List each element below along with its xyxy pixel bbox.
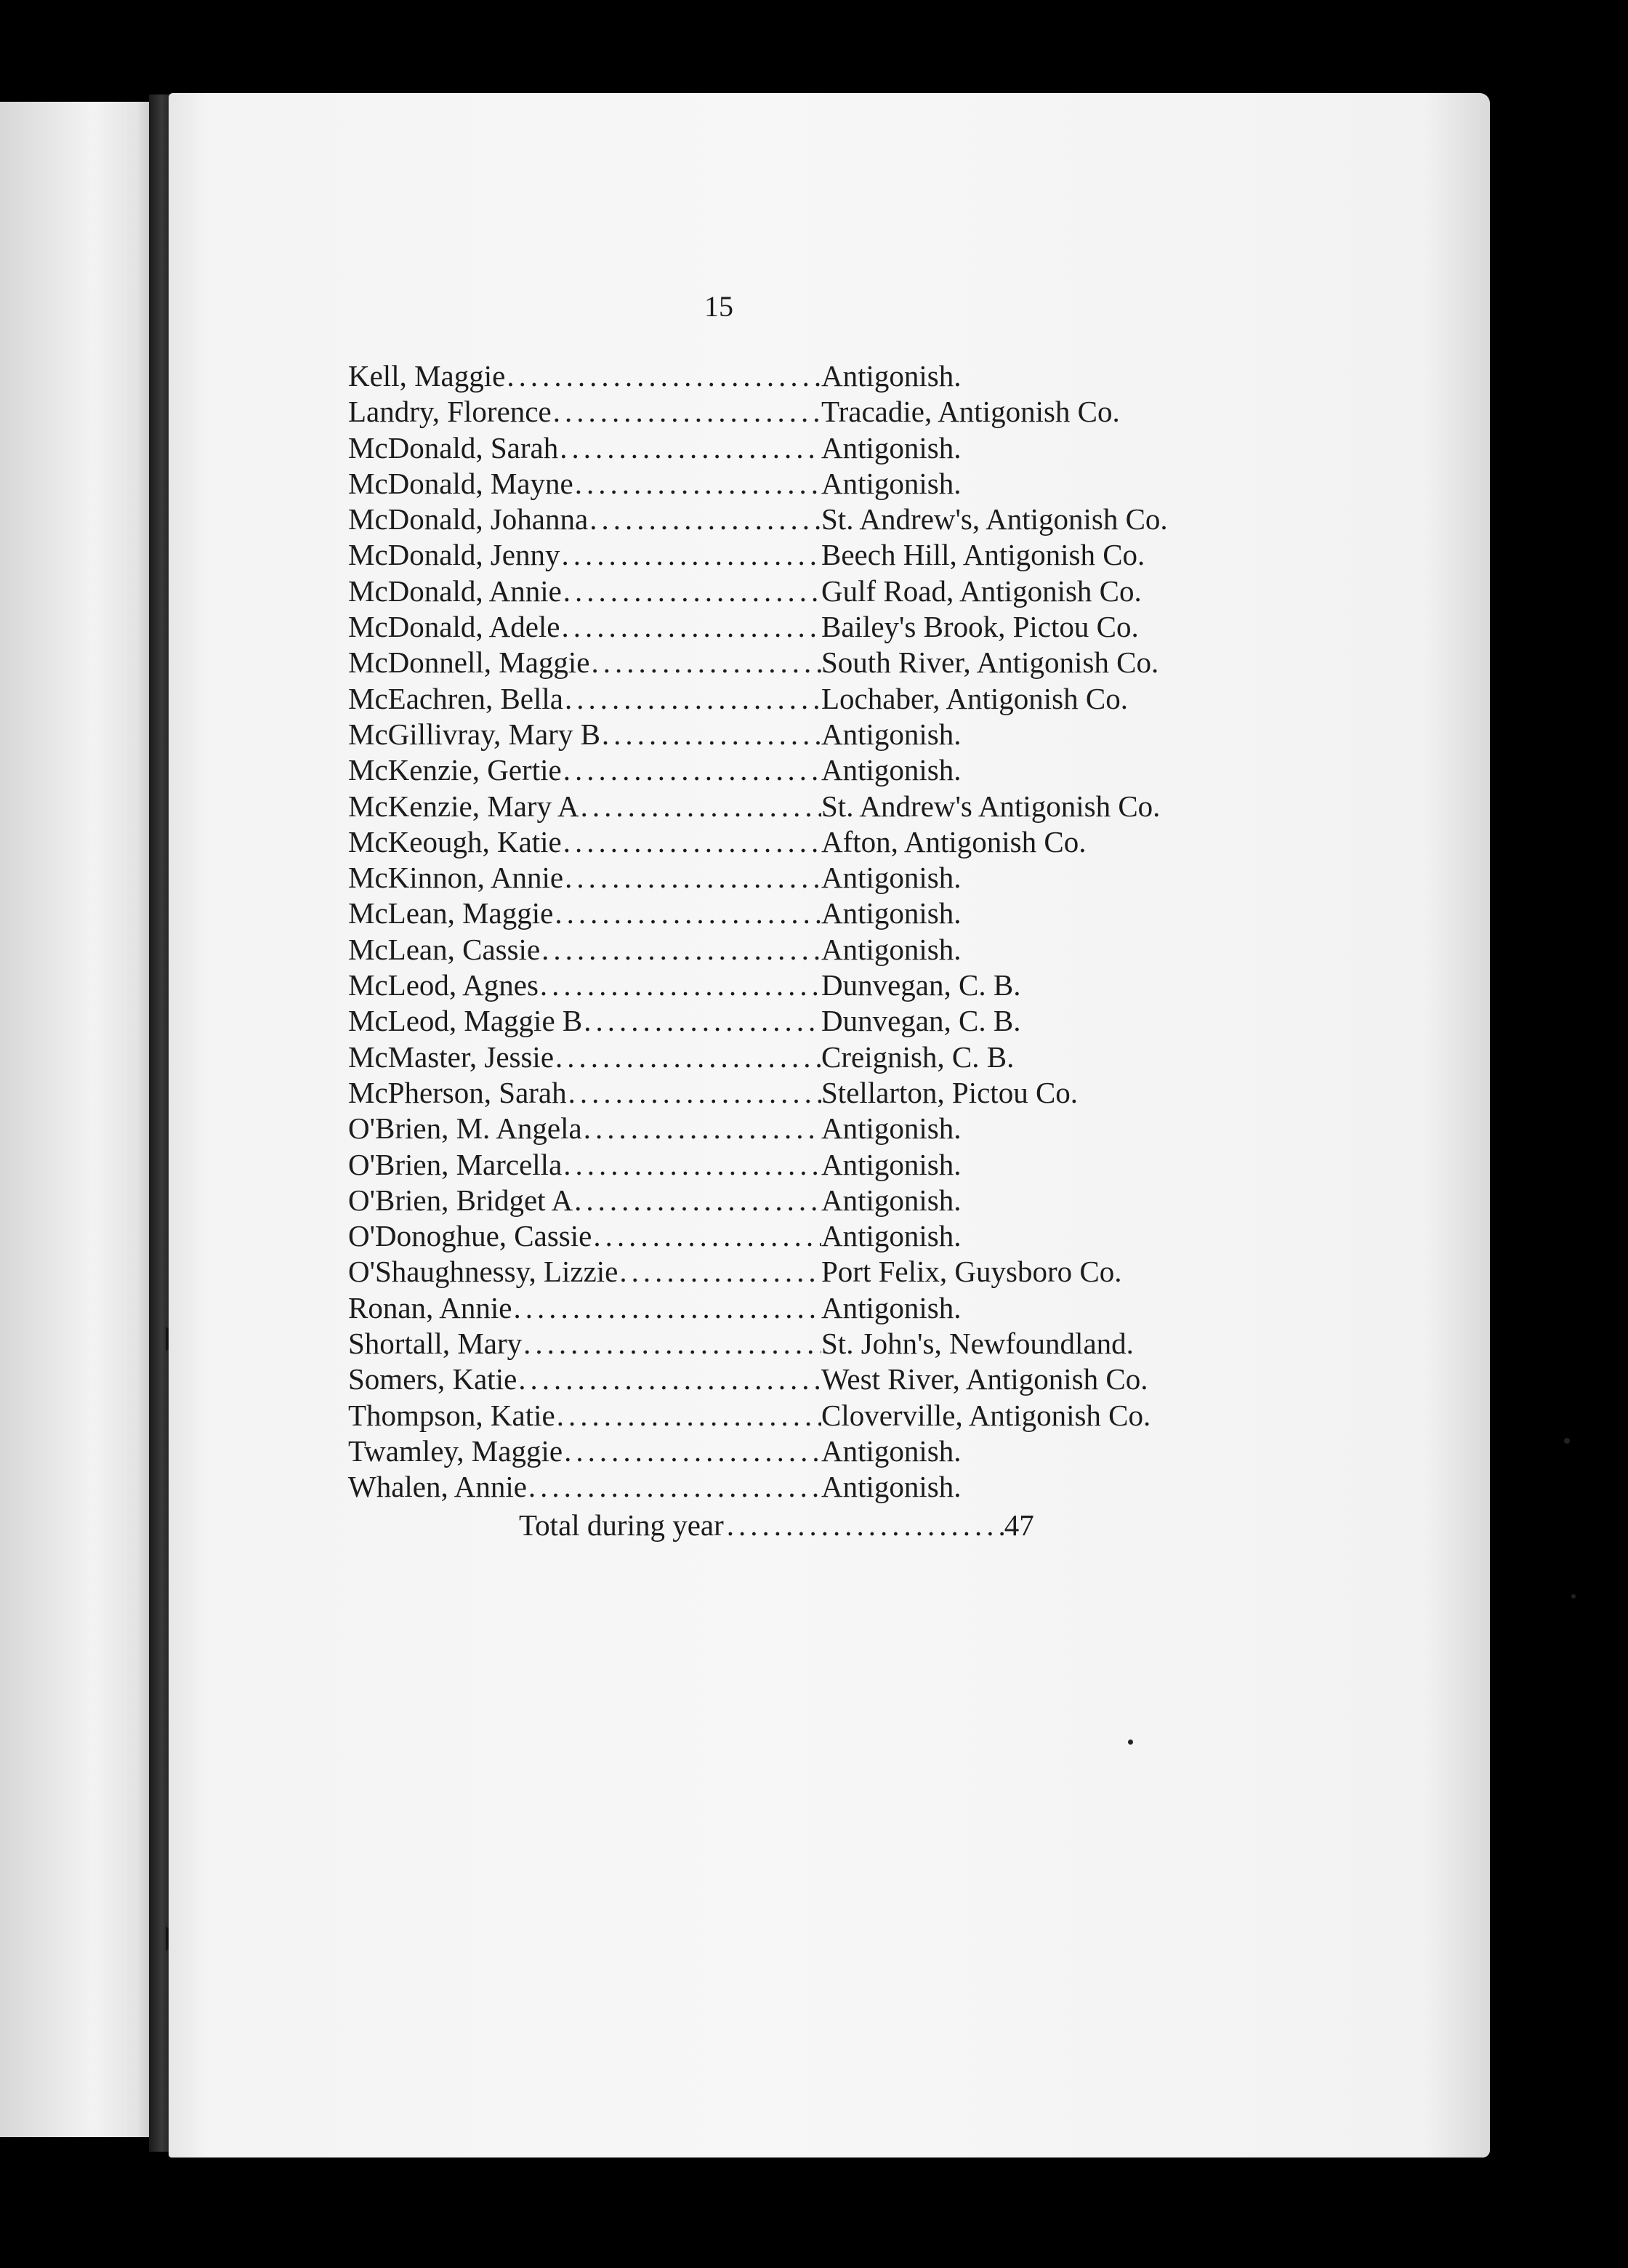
dot-leader [540, 932, 821, 968]
entry-name-cell [348, 752, 821, 788]
student-register-list [348, 358, 1293, 1543]
residence: Antigonish. [821, 1147, 962, 1181]
list-item [348, 394, 1293, 430]
list-item [348, 1075, 1293, 1111]
entry-name-cell [348, 609, 821, 645]
dot-leader [563, 681, 821, 717]
student-name: McLeod, Agnes [348, 968, 539, 1002]
dot-leader [562, 824, 821, 860]
entry-name-cell [348, 358, 821, 394]
dot-leader [567, 1075, 821, 1111]
student-name: McPherson, Sarah [348, 1075, 567, 1109]
dot-leader [512, 1290, 821, 1326]
student-name: O'Brien, Marcella [348, 1147, 563, 1181]
entry-name-cell [348, 574, 821, 609]
list-item [348, 466, 1293, 502]
entry-name-cell [348, 394, 821, 430]
student-name: O'Donoghue, Cassie [348, 1219, 592, 1253]
entry-name-cell [348, 789, 821, 824]
page-number: 15 [704, 290, 733, 323]
residence: Antigonish. [821, 717, 962, 751]
list-item [348, 502, 1293, 537]
student-name: McKenzie, Gertie [348, 753, 562, 787]
entry-name-cell [348, 717, 821, 752]
residence: Lochaber, Antigonish Co. [821, 681, 1128, 715]
list-item [348, 1218, 1293, 1254]
student-name: McDonald, Adele [348, 610, 560, 644]
residence: Gulf Road, Antigonish Co. [821, 574, 1142, 608]
list-item [348, 1040, 1293, 1075]
student-name: McKenzie, Mary A [348, 789, 579, 823]
dot-leader [552, 394, 821, 430]
list-item [348, 1147, 1293, 1183]
residence: Afton, Antigonish Co. [821, 824, 1087, 858]
dot-leader [724, 1507, 1004, 1543]
student-name: McKeough, Katie [348, 824, 562, 858]
entry-name-cell [348, 1362, 821, 1397]
list-item [348, 1111, 1293, 1146]
list-item [348, 1254, 1293, 1290]
residence: Beech Hill, Antigonish Co. [821, 538, 1145, 572]
entry-name-cell [348, 537, 821, 573]
residence: Antigonish. [821, 1219, 962, 1253]
residence: Antigonish. [821, 932, 962, 966]
list-item [348, 1362, 1293, 1397]
student-name: Kell, Maggie [348, 359, 506, 393]
entry-name-cell [348, 860, 821, 896]
list-item [348, 717, 1293, 752]
list-item [348, 932, 1293, 968]
ink-speck [1564, 1438, 1570, 1444]
residence: Antigonish. [821, 1470, 962, 1504]
entry-name-cell [348, 968, 821, 1003]
entry-name-cell [348, 896, 821, 931]
list-item [348, 1003, 1293, 1039]
entry-name-cell [348, 1433, 821, 1469]
residence: Antigonish. [821, 753, 962, 787]
list-item [348, 824, 1293, 860]
student-name: O'Brien, M. Angela [348, 1111, 582, 1146]
residence: South River, Antigonish Co. [821, 646, 1159, 680]
student-name: McDonnell, Maggie [348, 646, 590, 680]
student-name: Whalen, Annie [348, 1470, 527, 1504]
residence: St. John's, Newfoundland. [821, 1327, 1134, 1361]
entry-name-cell [348, 1218, 821, 1254]
list-item [348, 1326, 1293, 1362]
student-name: Twamley, Maggie [348, 1433, 563, 1468]
entry-name-cell [348, 1040, 821, 1075]
entry-name-cell [348, 932, 821, 968]
dot-leader [573, 1183, 821, 1218]
residence: Antigonish. [821, 1433, 962, 1468]
dot-leader [589, 645, 821, 680]
entry-name-cell [348, 466, 821, 502]
dot-leader [522, 1326, 821, 1362]
list-item [348, 1290, 1293, 1326]
student-name: Thompson, Katie [348, 1398, 555, 1432]
student-name: McLeod, Maggie B [348, 1004, 583, 1038]
residence: West River, Antigonish Co. [821, 1362, 1148, 1396]
entry-name-cell [348, 1003, 821, 1039]
list-item [348, 968, 1293, 1003]
facing-page-edge [0, 102, 156, 2137]
dot-leader [563, 1433, 821, 1469]
list-item [348, 609, 1293, 645]
student-name: McDonald, Jenny [348, 538, 560, 572]
student-name: McEachren, Bella [348, 681, 563, 715]
dot-leader [582, 1111, 821, 1146]
dot-leader [555, 1398, 821, 1433]
residence: Tracadie, Antigonish Co. [821, 395, 1120, 429]
dot-leader [579, 789, 821, 824]
dot-leader [573, 466, 821, 502]
student-name: Ronan, Annie [348, 1290, 512, 1324]
dot-leader [558, 430, 821, 466]
total-value: 47 [1004, 1508, 1034, 1542]
dot-leader [592, 1218, 821, 1254]
entry-name-cell [348, 1469, 821, 1505]
student-name: McDonald, Annie [348, 574, 562, 608]
dot-leader [618, 1254, 821, 1290]
dot-leader [582, 1003, 821, 1039]
entry-name-cell [348, 1147, 821, 1183]
residence: Dunvegan, C. B. [821, 1004, 1021, 1038]
list-item [348, 681, 1293, 717]
dot-leader [562, 1147, 821, 1183]
residence: Antigonish. [821, 896, 962, 930]
dot-leader [505, 358, 821, 394]
entry-name-cell [348, 1075, 821, 1111]
list-item [348, 860, 1293, 896]
student-name: Landry, Florence [348, 395, 552, 429]
entry-name-cell [348, 1111, 821, 1146]
student-name: McMaster, Jessie [348, 1040, 555, 1074]
entry-name-cell [348, 502, 821, 537]
list-item [348, 430, 1293, 466]
dot-leader [588, 502, 821, 537]
student-name: McLean, Maggie [348, 896, 554, 930]
dot-leader [562, 574, 821, 609]
residence: St. Andrew's, Antigonish Co. [821, 502, 1168, 536]
dot-leader [600, 717, 821, 752]
residence: Antigonish. [821, 1111, 962, 1146]
residence: Cloverville, Antigonish Co. [821, 1398, 1151, 1432]
dot-leader [539, 968, 821, 1003]
entry-name-cell [348, 681, 821, 717]
student-name: O'Shaughnessy, Lizzie [348, 1255, 618, 1289]
residence: Port Felix, Guysboro Co. [821, 1255, 1122, 1289]
residence: Antigonish. [821, 466, 962, 500]
dot-leader [562, 752, 821, 788]
list-item [348, 645, 1293, 680]
list-item [348, 1433, 1293, 1469]
residence: Antigonish. [821, 430, 962, 465]
dot-leader [527, 1469, 821, 1505]
entry-name-cell [348, 1290, 821, 1326]
residence: Antigonish. [821, 1183, 962, 1217]
entry-name-cell [348, 1326, 821, 1362]
entry-name-cell [348, 1398, 821, 1433]
list-item [348, 1183, 1293, 1218]
entry-name-cell [348, 1254, 821, 1290]
student-name: McDonald, Mayne [348, 466, 573, 500]
list-item [348, 1469, 1293, 1505]
list-item [348, 537, 1293, 573]
list-item [348, 789, 1293, 824]
ink-speck [1128, 1740, 1133, 1745]
residence: Antigonish. [821, 359, 962, 393]
list-item [348, 752, 1293, 788]
student-name: McGillivray, Mary B [348, 717, 600, 751]
residence: Antigonish. [821, 861, 962, 895]
list-item [348, 358, 1293, 394]
residence: Dunvegan, C. B. [821, 968, 1021, 1002]
entry-name-cell [348, 824, 821, 860]
list-item [348, 574, 1293, 609]
student-name: Shortall, Mary [348, 1327, 523, 1361]
residence: Creignish, C. B. [821, 1040, 1015, 1074]
ink-speck [1571, 1594, 1576, 1599]
dot-leader [554, 1040, 821, 1075]
student-name: Somers, Katie [348, 1362, 517, 1396]
entry-name-cell [348, 1183, 821, 1218]
dot-leader [553, 896, 821, 931]
dot-leader [560, 609, 821, 645]
dot-leader [563, 860, 821, 896]
dot-leader [517, 1362, 821, 1397]
student-name: McDonald, Sarah [348, 430, 559, 465]
total-label: Total during year [519, 1508, 724, 1542]
list-item [348, 896, 1293, 931]
residence: Bailey's Brook, Pictou Co. [821, 610, 1139, 644]
dot-leader [560, 537, 821, 573]
residence: Antigonish. [821, 1290, 962, 1324]
residence: Stellarton, Pictou Co. [821, 1075, 1079, 1109]
student-name: O'Brien, Bridget A [348, 1183, 573, 1217]
residence: St. Andrew's Antigonish Co. [821, 789, 1161, 823]
total-row [519, 1507, 1293, 1543]
entry-name-cell [348, 645, 821, 680]
list-item [348, 1398, 1293, 1433]
entry-name-cell [348, 430, 821, 466]
student-name: McKinnon, Annie [348, 861, 564, 895]
book-page [169, 93, 1490, 2158]
student-name: McDonald, Johanna [348, 502, 589, 536]
student-name: McLean, Cassie [348, 932, 541, 966]
